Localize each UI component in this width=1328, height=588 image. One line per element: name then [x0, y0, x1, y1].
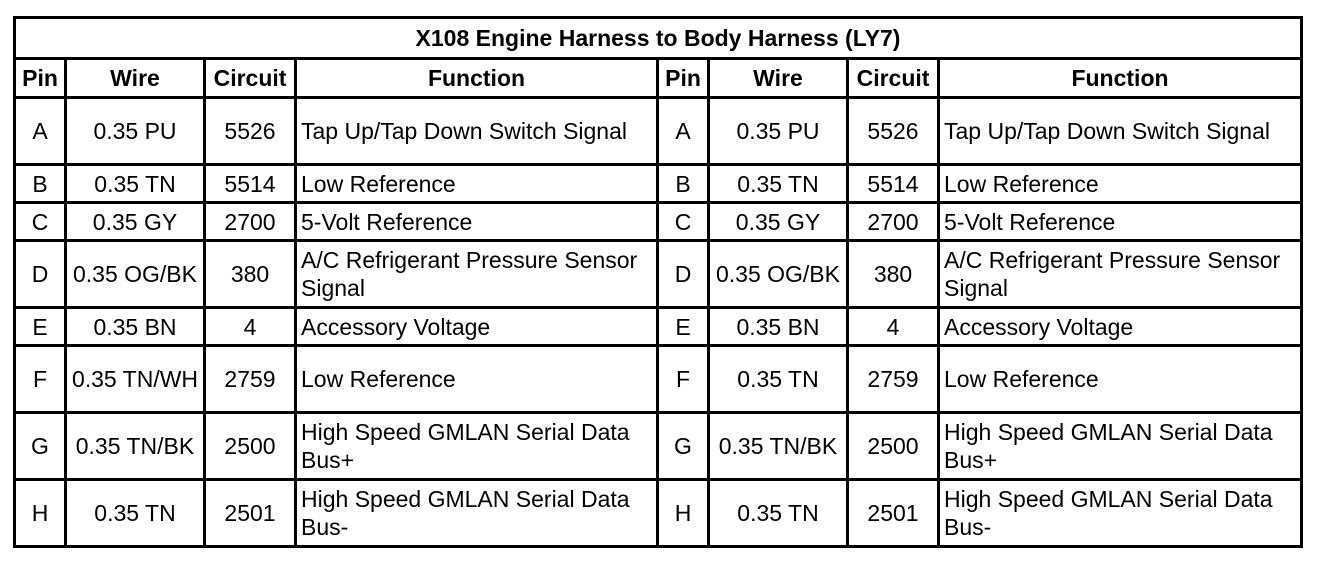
circuit-cell: 4	[205, 308, 296, 346]
circuit-cell: 4	[848, 308, 939, 346]
wire-cell: 0.35 TN	[709, 480, 848, 547]
circuit-cell: 5526	[848, 98, 939, 165]
wire-cell: 0.35 TN	[66, 480, 205, 547]
table-row	[15, 241, 1302, 308]
wire-cell: 0.35 OG/BK	[66, 241, 205, 308]
wire-cell: 0.35 TN/BK	[66, 413, 205, 480]
header-wire-right: Wire	[709, 59, 848, 98]
header-row	[15, 59, 1302, 98]
pin-cell: D	[658, 241, 709, 308]
header-pin-left: Pin	[15, 59, 66, 98]
function-cell: A/C Refrigerant Pressure Sensor Signal	[939, 241, 1302, 308]
pin-cell: A	[658, 98, 709, 165]
circuit-cell: 380	[205, 241, 296, 308]
pin-cell: H	[15, 480, 66, 547]
function-cell: High Speed GMLAN Serial Data Bus+	[939, 413, 1302, 480]
function-cell: 5-Volt Reference	[296, 203, 658, 241]
function-cell: High Speed GMLAN Serial Data Bus-	[296, 480, 658, 547]
connector-pinout-table	[13, 16, 1303, 548]
pin-cell: G	[15, 413, 66, 480]
wire-cell: 0.35 BN	[66, 308, 205, 346]
function-cell: High Speed GMLAN Serial Data Bus+	[296, 413, 658, 480]
pin-cell: F	[658, 346, 709, 413]
pin-cell: G	[658, 413, 709, 480]
function-cell: Low Reference	[296, 346, 658, 413]
pin-cell: C	[658, 203, 709, 241]
table-row	[15, 165, 1302, 203]
wire-cell: 0.35 TN	[709, 346, 848, 413]
title-row	[15, 18, 1302, 59]
wire-cell: 0.35 BN	[709, 308, 848, 346]
wire-cell: 0.35 TN	[709, 165, 848, 203]
function-cell: 5-Volt Reference	[939, 203, 1302, 241]
pin-cell: H	[658, 480, 709, 547]
function-cell: Low Reference	[939, 346, 1302, 413]
circuit-cell: 5514	[848, 165, 939, 203]
circuit-cell: 2700	[205, 203, 296, 241]
circuit-cell: 2500	[205, 413, 296, 480]
function-cell: Low Reference	[296, 165, 658, 203]
function-cell: Tap Up/Tap Down Switch Signal	[296, 98, 658, 165]
function-cell: Low Reference	[939, 165, 1302, 203]
table-row	[15, 308, 1302, 346]
pin-cell: E	[658, 308, 709, 346]
header-wire-left: Wire	[66, 59, 205, 98]
circuit-cell: 2759	[205, 346, 296, 413]
wire-cell: 0.35 TN	[66, 165, 205, 203]
pin-cell: B	[15, 165, 66, 203]
header-circuit-left: Circuit	[205, 59, 296, 98]
table-row	[15, 98, 1302, 165]
function-cell: Accessory Voltage	[939, 308, 1302, 346]
wire-cell: 0.35 OG/BK	[709, 241, 848, 308]
pin-cell: A	[15, 98, 66, 165]
circuit-cell: 2501	[205, 480, 296, 547]
table-row	[15, 480, 1302, 547]
wire-cell: 0.35 TN/BK	[709, 413, 848, 480]
pin-cell: B	[658, 165, 709, 203]
connector-table-container	[13, 16, 1303, 548]
function-cell: A/C Refrigerant Pressure Sensor Signal	[296, 241, 658, 308]
function-cell: High Speed GMLAN Serial Data Bus-	[939, 480, 1302, 547]
pin-cell: C	[15, 203, 66, 241]
header-function-left: Function	[296, 59, 658, 98]
table-row	[15, 203, 1302, 241]
circuit-cell: 2500	[848, 413, 939, 480]
circuit-cell: 2759	[848, 346, 939, 413]
header-function-right: Function	[939, 59, 1302, 98]
function-cell: Accessory Voltage	[296, 308, 658, 346]
table-row	[15, 413, 1302, 480]
table-row	[15, 346, 1302, 413]
circuit-cell: 380	[848, 241, 939, 308]
pin-cell: F	[15, 346, 66, 413]
circuit-cell: 2700	[848, 203, 939, 241]
wire-cell: 0.35 GY	[66, 203, 205, 241]
header-circuit-right: Circuit	[848, 59, 939, 98]
circuit-cell: 5526	[205, 98, 296, 165]
wire-cell: 0.35 PU	[709, 98, 848, 165]
wire-cell: 0.35 TN/WH	[66, 346, 205, 413]
function-cell: Tap Up/Tap Down Switch Signal	[939, 98, 1302, 165]
table-title: X108 Engine Harness to Body Harness (LY7)	[15, 18, 1302, 59]
pin-cell: D	[15, 241, 66, 308]
pin-cell: E	[15, 308, 66, 346]
wire-cell: 0.35 PU	[66, 98, 205, 165]
header-pin-right: Pin	[658, 59, 709, 98]
circuit-cell: 5514	[205, 165, 296, 203]
circuit-cell: 2501	[848, 480, 939, 547]
wire-cell: 0.35 GY	[709, 203, 848, 241]
